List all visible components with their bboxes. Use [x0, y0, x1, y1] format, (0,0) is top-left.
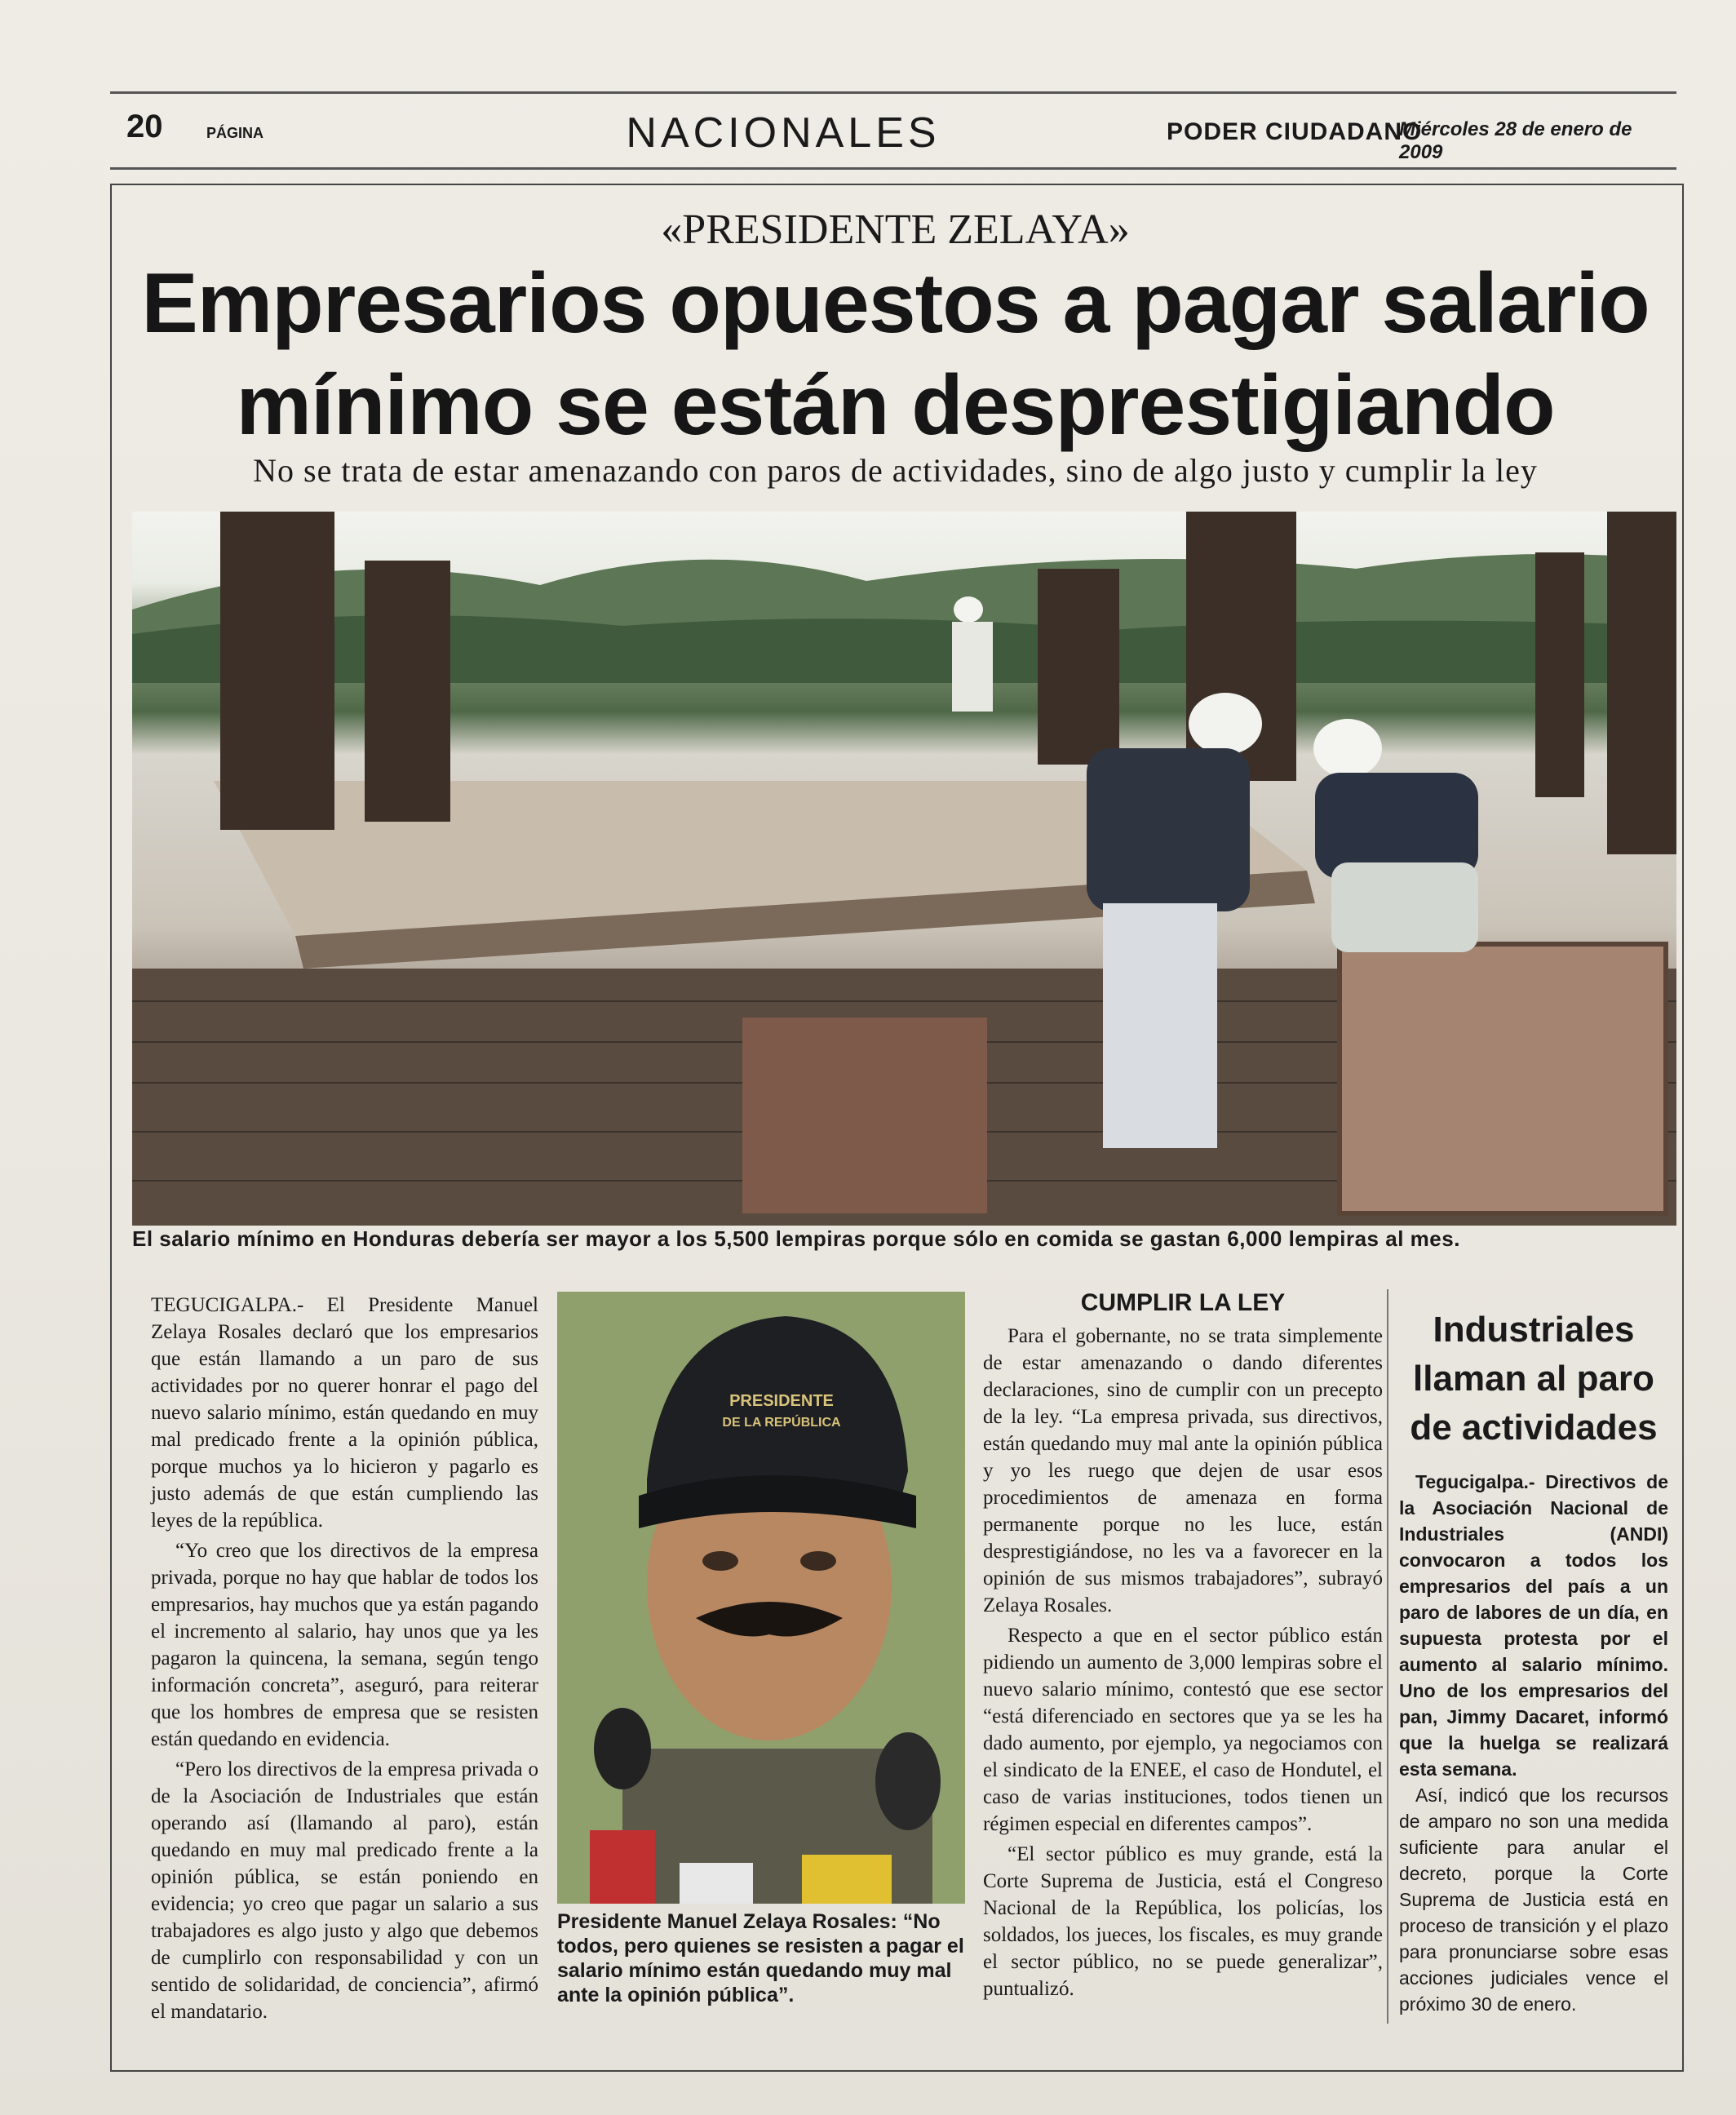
paragraph: “Yo creo que los directivos de la empresa privada, porque no hay que hablar de todos los empresarios, hay muchos que ya están pagando el incremento al salario, hay unos que ya les pagaron la quincena, la semana, según tengo información concreta”, aseguró, para reiterar que los hombres de empresa que se resisten están quedando en evidencia.	[151, 1540, 538, 1750]
headline-line-2: mínimo se están desprestigiando	[236, 358, 1555, 453]
paragraph: “Pero los directivos de la empresa privada o de la Asociación de Industriales que están operando así (llamando al paro), están quedando en muy mal predicado frente a la opinión pública, se están poniendo en evidencia; yo creo que pagar un salario a sus trabajadores es algo justo y algo que debemos de cumplirlo con responsabilidad y con un sentido de solidaridad, de conciencia”, afirmó el mandatario.	[151, 1758, 538, 2023]
construction-scene-illustration	[132, 512, 1676, 1226]
publication-brand: PODER CIUDADANO	[1167, 118, 1423, 145]
president-portrait-illustration	[557, 1292, 965, 1904]
article-column-1	[151, 1292, 538, 2029]
article-headline	[110, 253, 1681, 457]
president-photo	[557, 1292, 965, 1904]
construction-photo	[132, 512, 1676, 1226]
paragraph: Respecto a que en el sector público están pidiendo un aumento de 3,000 lempiras sobre el nuevo salario mínimo, contestó que ese sector “está diferenciado en sectores que ya se les ha dado aumento, por ejemplo, ya negociamos con el sindicato de la ENEE, el caso de Hondutel, el caso de varias instituciones, todos tienen un régimen especial en diferentes campos”.	[983, 1625, 1383, 1835]
headline-line-1: Empresarios opuestos a pagar salario	[141, 256, 1650, 351]
president-photo-caption: Presidente Manuel Zelaya Rosales: “No todos, pero quienes se resisten a pagar el salario mínimo están quedando muy mal ante la opinión pública”.	[557, 1910, 964, 2006]
sidebar-paragraph: Tegucigalpa.- Directivos de la Asociación Nacional de Industriales (ANDI) convocaron a todos los empresarios del país a un paro de labores de un día, en supuesta protesta por el aumento al salario mínimo. Uno de los empresarios del pan, Jimmy Dacaret, informó que la huelga se realizará esta semana.	[1399, 1471, 1668, 1780]
article-deck: No se trata de estar amenazando con paros de actividades, sino de algo justo y cumplir la ley	[253, 452, 1538, 489]
page-number: 20	[126, 109, 163, 144]
paragraph: Para el gobernante, no se trata simplemente de estar amenazando o dando diferentes declaraciones, sino de cumplir con un precepto de la ley. “La empresa privada, sus directivos, están quedando muy mal ante la opinión pública y yo les ruego que dejen de usar esos procedimientos de amenaza en forma permanente porque no les luce, están desprestigiándose, no les va a favorecer en la opinión de sus mismos trabajadores”, subrayó Zelaya Rosales.	[983, 1325, 1383, 1616]
column-divider	[1387, 1289, 1388, 2024]
issue-date: Miércoles 28 de enero de 2009	[1399, 118, 1632, 163]
page-header	[110, 91, 1676, 170]
photo-caption: El salario mínimo en Honduras debería ser mayor a los 5,500 lempiras porque sólo en comida se gastan 6,000 lempiras al mes.	[132, 1226, 1460, 1251]
sidebar-title: Industriales llaman al paro de actividades	[1410, 1310, 1658, 1448]
paragraph: “El sector público es muy grande, está la Corte Suprema de Justicia, está el Congreso Nacional de la República, los policías, los soldados, los jueces, los fiscales, es muy grande el sector público, no se puede generalizar”, puntualizó.	[983, 1843, 1383, 2000]
section-title: NACIONALES	[626, 109, 941, 157]
paragraph: TEGUCIGALPA.- El Presidente Manuel Zelaya Rosales declaró que los empresarios que están llamando a un paro de sus actividades por no querer honrar el pago del nuevo salario mínimo, están quedando en muy mal predicado frente a la opinión pública, porque muchos ya lo hicieron y pagarlo es justo además de que están cumpliendo las leyes de la república.	[151, 1294, 538, 1532]
article-kicker: «PRESIDENTE ZELAYA»	[661, 206, 1130, 253]
sidebar-paragraph: Así, indicó que los recursos de amparo no son una medida suficiente para anular el decreto, porque la Corte Suprema de Justicia está en proceso de transición y el plazo para pronunciarse sobre esas acciones judiciales vence el próximo 30 de enero.	[1399, 1785, 1668, 2015]
sidebar-article	[1399, 1306, 1668, 2017]
cap-embroidery: PRESIDENTE	[729, 1392, 834, 1410]
article-column-3	[983, 1289, 1383, 2006]
subhead: CUMPLIR LA LEY	[1080, 1289, 1286, 1316]
svg-text:DE LA REPÚBLICA: DE LA REPÚBLICA	[722, 1416, 841, 1430]
page-label: PÁGINA	[206, 125, 264, 141]
